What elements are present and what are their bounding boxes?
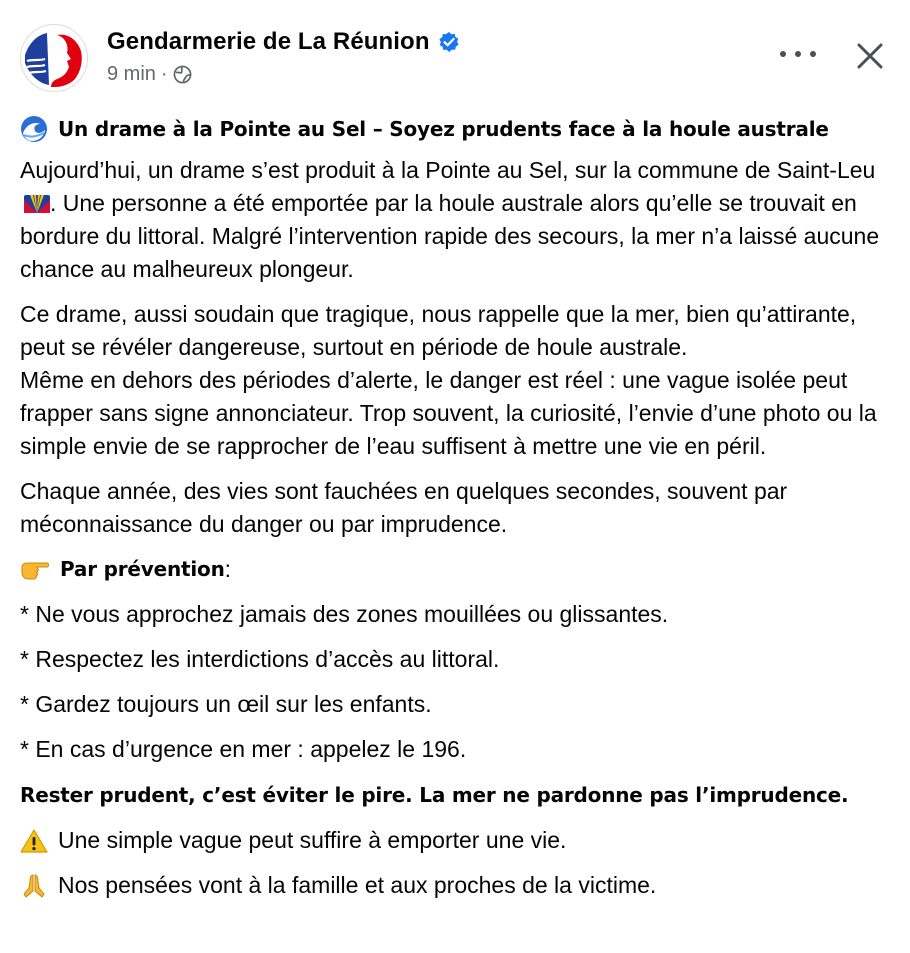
marianne-logo-icon	[21, 25, 88, 92]
meta-separator: ·	[160, 63, 168, 85]
list-item: * Ne vous approchez jamais des zones mouillées ou glissantes.	[20, 601, 669, 627]
prevention-label: Par prévention	[60, 557, 225, 581]
verified-badge-icon	[438, 31, 460, 53]
reunion-flag-icon	[24, 195, 50, 213]
paragraph-1-start: Aujourd’hui, un drame s’est produit à la Pointe au Sel, sur la commune de Saint-Leu	[20, 157, 876, 183]
post-header	[20, 22, 890, 96]
bold-reminder: Rester prudent, c’est éviter le pire. La mer ne pardonne pas l’imprudence.	[20, 783, 849, 807]
close-icon[interactable]	[854, 40, 886, 72]
warning-emoji-icon	[20, 828, 48, 854]
closing-lines	[20, 824, 892, 902]
paragraph-1	[20, 154, 892, 286]
name-row	[107, 28, 460, 56]
post-meta	[107, 63, 192, 86]
dot-icon	[795, 51, 801, 57]
prayer-line	[20, 869, 892, 902]
dot-icon	[780, 51, 786, 57]
prevention-colon: :	[224, 556, 232, 582]
warning-text: Une simple vague peut suffire à emporter une vie.	[58, 827, 567, 853]
post-title: Un drame à la Pointe au Sel – Soyez prudents face à la houle australe	[58, 117, 829, 141]
post-body	[20, 112, 892, 914]
list-item: * En cas d’urgence en mer : appelez le 196.	[20, 736, 467, 762]
dot-icon	[810, 51, 816, 57]
prevention-list	[20, 598, 892, 766]
page-avatar[interactable]	[20, 24, 88, 92]
warning-line	[20, 824, 892, 857]
list-item: * Gardez toujours un œil sur les enfants.	[20, 691, 432, 717]
pointing-hand-emoji-icon	[20, 557, 50, 583]
post-time[interactable]: 9 min	[107, 63, 156, 85]
paragraph-2: Ce drame, aussi soudain que tragique, nous rappelle que la mer, bien qu’attirante, peut se révéler dangereuse, surtout en période de houle australe. Même en dehors des périodes d’alerte, le danger est réel : une vague isolée peut frapper sans signe annonciateur. Trop souvent, la curiosité, l’envie d’une photo ou la simple envie de se rapprocher de l’eau suffisent à mettre une vie en péril.	[20, 301, 877, 459]
prayer-text: Nos pensées vont à la famille et aux proches de la victime.	[58, 872, 657, 898]
page-name-link[interactable]: Gendarmerie de La Réunion	[107, 28, 430, 55]
wave-emoji-icon	[20, 115, 48, 143]
post-title-line	[20, 112, 892, 146]
prevention-heading	[20, 553, 892, 586]
paragraph-3: Chaque année, des vies sont fauchées en quelques secondes, souvent par méconnaissance du danger ou par imprudence.	[20, 478, 788, 537]
list-item: * Respectez les interdictions d’accès au littoral.	[20, 646, 500, 672]
more-options-button[interactable]	[780, 44, 816, 64]
globe-icon[interactable]	[173, 65, 192, 84]
paragraph-1-end: . Une personne a été emportée par la houle australe alors qu’elle se trouvait en bordure du littoral. Malgré l’intervention rapide des secours, la mer n’a laissé aucune chance au malheureux plongeur.	[20, 190, 880, 282]
praying-hands-emoji-icon	[20, 872, 48, 900]
